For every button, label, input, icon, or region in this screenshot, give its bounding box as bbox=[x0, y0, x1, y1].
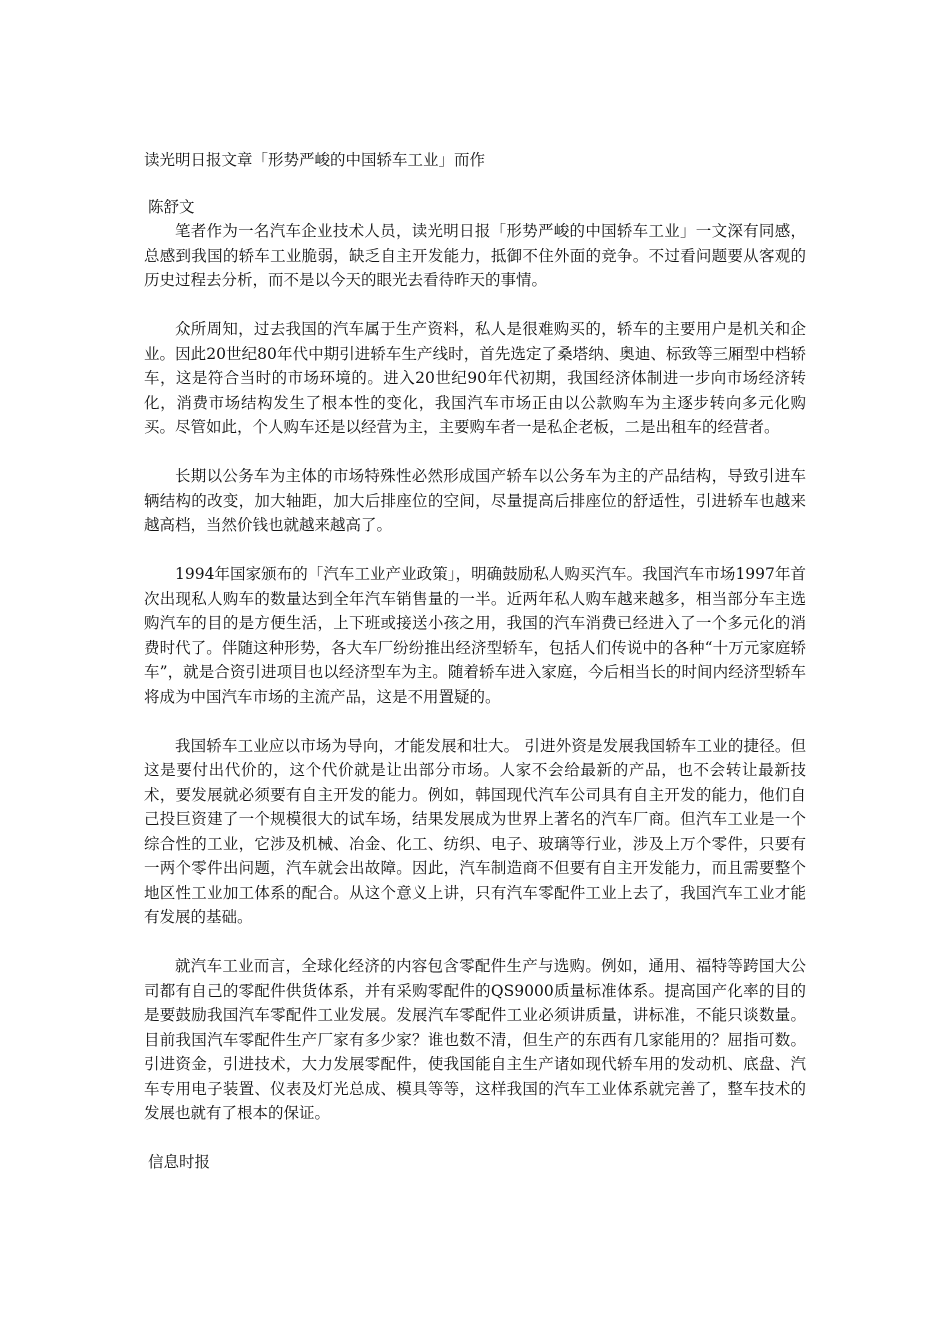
paragraph-5: 我国轿车工业应以市场为导向，才能发展和壮大。 引进外资是发展我国轿车工业的捷径。但这是要付出代价的，这个代价就是让出部分市场。人家不会给最新的产品，也不会转让最新技术，要发展就必须要有自主开发的能力。例如，韩国现代汽车公司具有自主开发的能力，他们自己投巨资建了一个规模很大的试车场，结果发展成为世界上著名的汽车厂商。但汽车工业是一个综合性的工业，它涉及机械、冶金、化工、纺织、电子、玻璃等行业，涉及上万个零件，只要有一两个零件出问题，汽车就会出故障。因此，汽车制造商不但要有自主开发能力，而且需要整个地区性工业加工体系的配合。从这个意义上讲，只有汽车零配件工业上去了，我国汽车工业才能有发展的基础。 bbox=[144, 736, 806, 926]
article-source: 信息时报 bbox=[148, 1153, 211, 1171]
paragraph-6: 就汽车工业而言，全球化经济的内容包含零配件生产与选购。例如，通用、福特等跨国大公司都有自己的零配件供货体系，并有采购零配件的QS9000质量标准体系。提高国产化率的目的是要鼓励我国汽车零配件工业发展。发展汽车零配件工业必须讲质量，讲标准，不能只谈数量。目前我国汽车零配件生产厂家有多少家？谁也数不清，但生产的东西有几家能用的？屈指可数。引进资金，引进技术，大力发展零配件，使我国能自主生产诸如现代轿车用的发动机、底盘、汽车专用电子装置、仪表及灯光总成、模具等等，这样我国的汽车工业体系就完善了，整车技术的发展也就有了根本的保证。 bbox=[144, 957, 806, 1122]
paragraph-3: 长期以公务车为主体的市场特殊性必然形成国产轿车以公务车为主的产品结构，导致引进车辆结构的改变，加大轴距，加大后排座位的空间，尽量提高后排座位的舒适性，引进轿车也越来越高档，当然价钱也就越来越高了。 bbox=[144, 467, 806, 534]
article-title: 读光明日报文章「形势严峻的中国轿车工业」而作 bbox=[144, 151, 486, 169]
paragraph-4: 1994年国家颁布的「汽车工业产业政策」，明确鼓励私人购买汽车。我国汽车市场1997年首次出现私人购车的数量达到全年汽车销售量的一半。近两年私人购车越来越多，相当部分车主选购汽车的目的是方便生活，上下班或接送小孩之用，我国的汽车消费已经进入了一个多元化的消费时代了。伴随这种形势，各大车厂纷纷推出经济型轿车，包括人们传说中的各种“十万元家庭轿车”，就是合资引进项目也以经济型车为主。随着轿车进入家庭，今后相当长的时间内经济型轿车将成为中国汽车市场的主流产品，这是不用置疑的。 bbox=[144, 565, 806, 706]
paragraph-2: 众所周知，过去我国的汽车属于生产资料，私人是很难购买的，轿车的主要用户是机关和企业。因此20世纪80年代中期引进轿车生产线时，首先选定了桑塔纳、奥迪、标致等三厢型中档轿车，这是符合当时的市场环境的。进入20世纪90年代初期，我国经济体制进一步向市场经济转化，消费市场结构发生了根本性的变化，我国汽车市场正由以公款购车为主逐步转向多元化购买。尽管如此，个人购车还是以经营为主，主要购车者一是私企老板，二是出租车的经营者。 bbox=[144, 320, 806, 436]
paragraph-1: 笔者作为一名汽车企业技术人员，读光明日报「形势严峻的中国轿车工业」一文深有同感，总感到我国的轿车工业脆弱，缺乏自主开发能力，抵御不住外面的竞争。不过看问题要从客观的历史过程去分析，而不是以今天的眼光去看待昨天的事情。 bbox=[144, 222, 806, 289]
article-body bbox=[144, 148, 806, 1175]
article-author: 陈舒文 bbox=[148, 197, 195, 216]
